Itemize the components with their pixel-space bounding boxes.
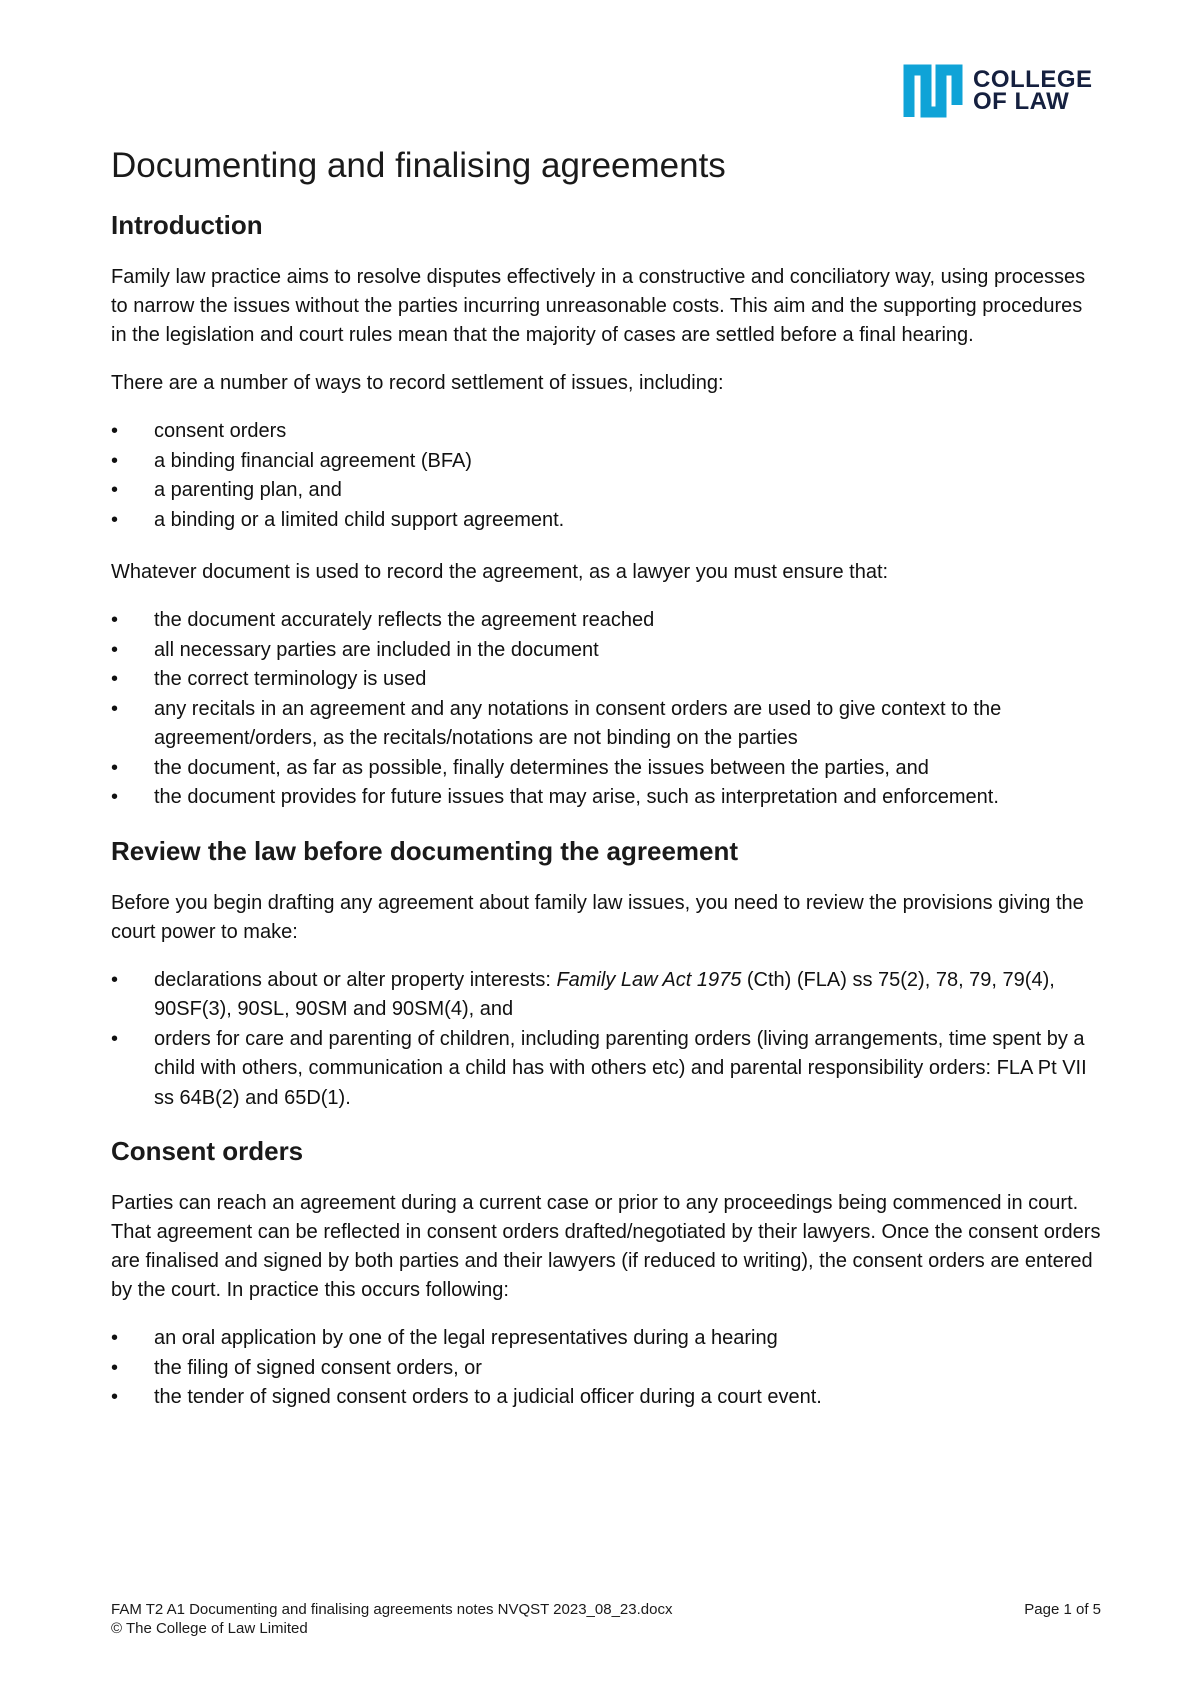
intro-paragraph-1: Family law practice aims to resolve disputes effectively in a constructive and conciliatory way, using processes to narrow the issues without the parties incurring unreasonable costs. This aim and the supporting procedures in the legislation and court rules mean that the majority of cases are settled before a final hearing. xyxy=(111,266,1086,346)
heading-review-the-law: Review the law before documenting the agreement xyxy=(111,835,739,866)
intro-paragraph-3: Whatever document is used to record the agreement, as a lawyer you must ensure that: xyxy=(111,561,889,583)
bullet-icon: • xyxy=(111,756,119,779)
list-item: • the tender of signed consent orders to a judicial officer during a court event. xyxy=(111,1383,1101,1413)
lawyer-obligations-list xyxy=(111,606,1101,813)
document-body xyxy=(111,146,1101,1436)
heading-introduction: Introduction xyxy=(111,210,263,240)
list-item: • an oral application by one of the legal representatives during a hearing xyxy=(111,1324,1101,1354)
act-citation: Family Law Act 1975 xyxy=(556,968,742,991)
list-item: • the document provides for future issues that may arise, such as interpretation and enforcement. xyxy=(111,783,1101,813)
list-item: • a binding or a limited child support agreement. xyxy=(111,506,1101,536)
footer-copyright: © The College of Law Limited xyxy=(111,1620,308,1637)
college-of-law-logo xyxy=(903,60,1093,122)
intro-paragraph-2: There are a number of ways to record settlement of issues, including: xyxy=(111,372,724,394)
list-item: • the document, as far as possible, finally determines the issues between the parties, and xyxy=(111,754,1101,784)
list-item: • any recitals in an agreement and any notations in consent orders are used to give context to the agreement/orders, as the recitals/notations are not binding on the parties xyxy=(111,695,1101,754)
heading-consent-orders: Consent orders xyxy=(111,1136,304,1166)
footer-filename: FAM T2 A1 Documenting and finalising agreements notes NVQST 2023_08_23.docx xyxy=(111,1601,673,1618)
consent-paragraph-1: Parties can reach an agreement during a current case or prior to any proceedings being commenced in court. That agreement can be reflected in consent orders drafted/negotiated by their lawyers. Once the consent orders are finalised and signed by both parties and their lawyers (if reduced to writing), the consent orders are entered by the court. In practice this occurs following: xyxy=(111,1192,1101,1301)
list-item: • the document accurately reflects the agreement reached xyxy=(111,606,1101,636)
bullet-icon: • xyxy=(111,420,119,442)
bullet-icon: • xyxy=(111,1356,119,1379)
bullet-icon: • xyxy=(111,968,119,991)
list-item: • orders for care and parenting of children, including parenting orders (living arrangements, time spent by a child with others, communication a child has with others etc) and parental responsibility orders: FLA Pt VII ss 64B(2) and 65D(1). xyxy=(111,1025,1101,1114)
bullet-icon: • xyxy=(111,668,119,690)
review-paragraph-1: Before you begin drafting any agreement about family law issues, you need to review the provisions giving the court power to make: xyxy=(111,891,1084,943)
document-title: Documenting and finalising agreements xyxy=(111,146,726,185)
consent-occurrence-list xyxy=(111,1324,1101,1413)
college-of-law-logo-icon xyxy=(903,60,963,122)
settlement-methods-list xyxy=(111,417,1101,535)
bullet-icon: • xyxy=(111,609,119,631)
logo-wordmark xyxy=(973,66,1093,115)
footer-page-number: Page 1 of 5 xyxy=(1024,1601,1101,1618)
footer-row xyxy=(111,1600,1101,1619)
bullet-icon: • xyxy=(111,449,119,472)
bullet-icon: • xyxy=(111,508,119,531)
bullet-icon: • xyxy=(111,786,119,808)
bullet-icon: • xyxy=(111,1386,119,1408)
logo-line-2: OF LAW xyxy=(973,88,1070,115)
list-item: • all necessary parties are included in the document xyxy=(111,636,1101,666)
list-item: • declarations about or alter property interests: Family Law Act 1975 (Cth) (FLA) ss 75(2), 78, 79, 79(4), 90SF(3), 90SL, 90SM and 90SM(4), and xyxy=(111,966,1101,1025)
court-powers-list xyxy=(111,966,1101,1114)
list-item: • a binding financial agreement (BFA) xyxy=(111,447,1101,477)
bullet-icon: • xyxy=(111,479,119,501)
logo-line-1: COLLEGE xyxy=(973,66,1093,93)
page-footer xyxy=(111,1600,1101,1638)
bullet-icon: • xyxy=(111,1327,119,1349)
list-item: • consent orders xyxy=(111,417,1101,447)
bullet-icon: • xyxy=(111,638,119,661)
list-item: • the correct terminology is used xyxy=(111,665,1101,695)
bullet-icon: • xyxy=(111,1027,119,1050)
bullet-icon: • xyxy=(111,697,119,720)
list-item: • the filing of signed consent orders, or xyxy=(111,1354,1101,1384)
list-item: • a parenting plan, and xyxy=(111,476,1101,506)
